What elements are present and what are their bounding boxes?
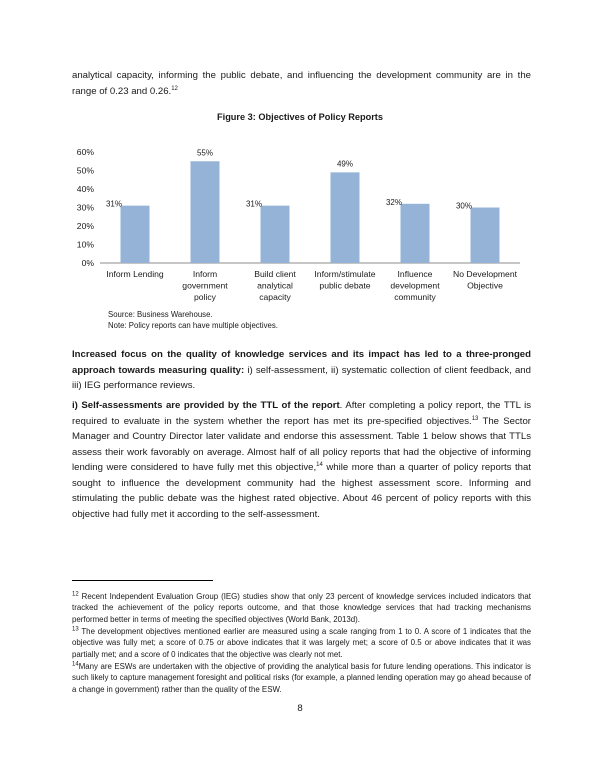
footnote-ref-12[interactable]: 12 xyxy=(171,85,178,92)
bar xyxy=(121,206,150,263)
x-tick-label: development xyxy=(390,280,440,291)
x-tick-label: Inform/stimulate xyxy=(314,269,376,279)
x-tick-label: Inform Lending xyxy=(106,269,164,279)
x-tick-label: government xyxy=(182,280,228,291)
x-tick-label: Objective xyxy=(467,280,503,291)
footnote-14: $^{14}$Many are ESWs are undertaken with the objective of providing the analytical basis for future lending operations. This indicator is such likely to capture management foresight and political risks (for example, a planned lending operation may go ahead because of a change in government) rather than the quality of the ESW. xyxy=(72,661,531,694)
bar xyxy=(471,208,500,264)
bar xyxy=(261,206,290,263)
quality-approach-heading: Increased focus on the quality of knowledge services and its impact has led to a three-pronged approach towards measuring quality: xyxy=(72,349,531,376)
data-label: 55% xyxy=(196,148,214,158)
data-label: 32% xyxy=(385,197,403,207)
data-label: 31% xyxy=(105,199,123,209)
figure-source: Source: Business Warehouse. xyxy=(108,310,213,319)
quality-approach-paragraph: Increased focus on the quality of knowledge services and its impact has led to a three-pronged approach towards measuring quality: i) self-assessment, ii) systematic collection of client feedback, and iii) IEG performance reviews. xyxy=(72,349,531,391)
figure-note: Note: Policy reports can have multiple objectives. xyxy=(108,321,278,330)
bar xyxy=(191,161,220,263)
footnote-separator xyxy=(72,580,213,581)
y-tick-label: 20% xyxy=(76,221,94,231)
data-label: 30% xyxy=(455,201,473,211)
footnote-13: $^{13}$ The development objectives mentioned earlier are measured using a scale ranging from 1 to 0. A score of 1 indicates that the objective was fully met; a score of 0.75 or above indicates that it was largely met; a score of 0.5 or above indicates that it was partially met; and a score of 0 indicates that the objective was clearly not met. xyxy=(72,626,531,659)
x-tick-label: Build client xyxy=(254,269,296,279)
page-number: 8 xyxy=(297,703,303,714)
y-tick-label: 0% xyxy=(81,258,94,268)
y-tick-label: 60% xyxy=(76,147,94,157)
x-tick-label: public debate xyxy=(319,280,371,291)
x-tick-label: No Development xyxy=(452,269,518,279)
bar-chart xyxy=(0,0,600,330)
footnote-ref-14[interactable]: 14 xyxy=(316,461,323,468)
figure-title: Figure 3: Objectives of Policy Reports xyxy=(217,112,383,122)
footnote-ref-13[interactable]: 13 xyxy=(471,415,479,422)
x-tick-label: Inform xyxy=(192,269,218,279)
self-assessment-paragraph: i) Self-assessments are provided by the TTL of the report. After completing a policy report, the TTL is required to evaluate in the system whether the report has met its pre-specified objectives.$^{13}$ The Sector Manager and Country Director later validate and endorse this assessment. Table 1 below shows that TTLs assess their work favorably on average. Almost half of all policy reports that had the objective of informing lending were considered to have fully met this objective,$^{14}$ while more than a quarter of policy reports that sought to influence the development community had the highest assessment score. Informing and stimulating the public debate was the highest rated objective. About 46 percent of policy reports with this objective had fully met it according to the self-assessment. xyxy=(72,400,532,520)
y-tick-label: 10% xyxy=(76,239,94,250)
x-tick-label: analytical xyxy=(257,280,293,291)
self-assessment-heading: i) Self-assessments are provided by the TTL of the report xyxy=(72,400,340,411)
x-tick-label: Influence xyxy=(397,269,433,279)
data-label: 49% xyxy=(336,159,354,169)
y-tick-label: 50% xyxy=(76,165,94,176)
x-tick-label: community xyxy=(394,292,436,302)
y-tick-label: 40% xyxy=(76,184,94,194)
data-label: 31% xyxy=(245,199,263,209)
bar xyxy=(331,172,360,263)
intro-paragraph: analytical capacity, informing the public debate, and influencing the development community are in the range of 0.23 and 0.26.12 xyxy=(72,70,531,97)
bar xyxy=(401,204,430,263)
x-tick-label: policy xyxy=(194,292,216,302)
bar-series xyxy=(106,148,500,263)
y-tick-label: 30% xyxy=(76,202,94,213)
x-tick-label: capacity xyxy=(259,292,291,302)
x-axis-labels xyxy=(106,269,517,302)
footnote-12: $^{12}$ Recent Independent Evaluation Group (IEG) studies show that only 23 percent of knowledge services included indicators that tracked the achievement of the policy reports outcome, and that those knowledge services that had tracking mechanisms performed better in terms of meeting the specified objectives (World Bank, 2013d). xyxy=(72,591,531,624)
